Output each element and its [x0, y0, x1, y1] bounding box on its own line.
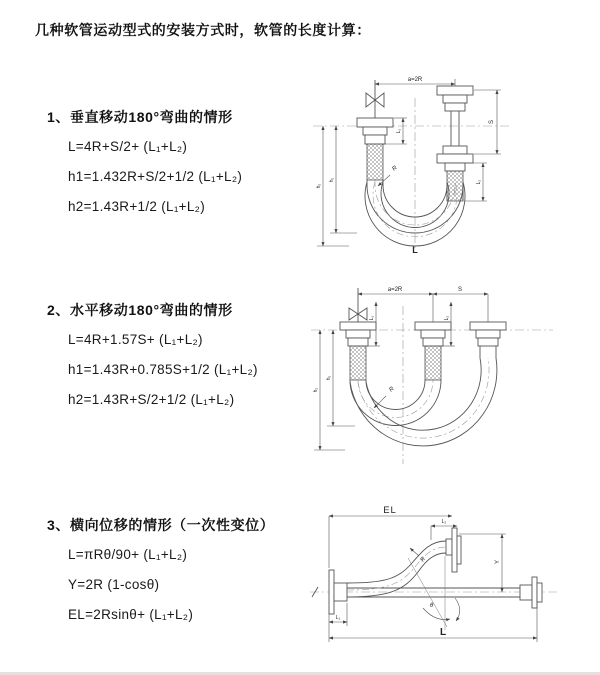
hose-outline-moved	[350, 358, 497, 446]
dim-label-h1: h₁	[326, 375, 332, 381]
valve-icon	[375, 93, 384, 107]
flange-plate	[452, 528, 457, 572]
flange-hub	[365, 135, 385, 144]
diagram-horizontal-movement-svg	[303, 278, 568, 473]
hose-centerline	[358, 380, 433, 418]
dim-label-l2: L₂	[476, 179, 482, 185]
dim-label-h2: h₂	[313, 387, 319, 393]
section2-formula-h1: h1=1.43R+0.785S+1/2 (L₁+L₂)	[68, 362, 258, 377]
flange-plate	[340, 322, 376, 330]
flange-plate	[329, 570, 334, 614]
dim-label-h1: h₁	[329, 177, 335, 183]
flange-hub	[346, 330, 370, 338]
flange-hub	[478, 338, 498, 346]
flange-plate	[470, 322, 506, 330]
dim-label-l2: L₂	[441, 519, 447, 525]
hose-outline	[366, 380, 425, 410]
dim-label-el: EL	[383, 505, 397, 516]
section1-formula-h1: h1=1.432R+S/2+1/2 (L₁+L₂)	[68, 169, 243, 184]
section1-formula-h2: h2=1.43R+1/2 (L₁+L₂)	[68, 199, 206, 214]
radius-label: R	[391, 165, 399, 173]
flange-hub	[476, 330, 500, 338]
section3-formula-Y: Y=2R (1-cosθ)	[68, 577, 160, 592]
hose-outline-moved	[366, 358, 481, 430]
diagram-lateral-displacement	[305, 500, 575, 655]
flange-hub	[443, 146, 467, 154]
length-label: L	[412, 245, 418, 255]
section2-formula-h2: h2=1.43R+S/2+1/2 (L₁+L₂)	[68, 392, 235, 407]
theta-arc-arrow	[423, 608, 450, 620]
radius-leader	[410, 548, 419, 556]
hose-centerline	[358, 358, 489, 438]
dim-label-h2: h₂	[316, 183, 322, 189]
valve-icon	[349, 308, 358, 320]
dim-label-l1: L₁	[369, 315, 375, 321]
valve-icon	[358, 308, 367, 320]
braided-hose-section	[350, 346, 366, 380]
diagram-horizontal-movement	[303, 278, 568, 473]
dim-label-a2r: a=2R	[387, 287, 403, 293]
flange-plate	[415, 322, 451, 330]
flange-hub	[537, 583, 542, 602]
flange-hub	[423, 338, 443, 346]
section1-formula-L: L=4R+S/2+ (L₁+L₂)	[68, 139, 188, 154]
dim-label-s: S	[489, 119, 495, 125]
flange-hub	[445, 103, 465, 111]
flange-hub	[520, 585, 532, 600]
flange-hub	[457, 536, 461, 564]
flange-hub	[421, 330, 445, 338]
valve-icon	[366, 93, 375, 107]
radius-construction-line	[408, 558, 447, 627]
flange-hub	[348, 338, 368, 346]
flange-plate	[437, 86, 473, 95]
flange-plate	[357, 118, 393, 127]
page-title: 几种软管运动型式的安装方式时，软管的长度计算：	[35, 22, 371, 38]
diagram-lateral-displacement-svg	[305, 500, 575, 655]
dim-label-l1: L₁	[335, 615, 341, 621]
flange-hub	[446, 539, 452, 555]
theta-label: θ	[430, 603, 434, 609]
section3-formula-L: L=πRθ/90+ (L₁+L₂)	[68, 547, 188, 562]
flange-plate	[532, 577, 537, 608]
dim-label-s: S	[457, 287, 463, 293]
dim-label-y: Y	[495, 559, 501, 565]
dim-label-l2: L₂	[444, 315, 450, 321]
theta-arc-arrow	[455, 598, 460, 621]
hose-outline-displaced	[347, 541, 446, 583]
hose-outline	[350, 380, 441, 426]
hose-centerline	[347, 547, 446, 590]
dim-label-l1: L₁	[396, 128, 402, 134]
section2-heading: 2、水平移动180°弯曲的情形	[47, 302, 233, 318]
radius-label: R	[419, 556, 428, 564]
diagram-vertical-movement	[305, 70, 565, 260]
dim-label-l: L	[439, 627, 447, 638]
flange-hub	[363, 127, 387, 135]
braided-hose-section	[367, 144, 383, 180]
braided-hose-section	[425, 346, 441, 380]
section1-heading: 1、垂直移动180°弯曲的情形	[47, 109, 233, 125]
section3-heading: 3、横向位移的情形（一次性变位）	[47, 517, 275, 533]
dim-label-a2r: a=2R	[407, 77, 423, 83]
flange-hub	[334, 583, 347, 601]
diagram-vertical-movement-svg	[305, 70, 565, 260]
radius-label: R	[388, 386, 396, 394]
flange-hub	[445, 163, 465, 171]
flange-hub	[443, 95, 467, 103]
flange-plate	[437, 154, 473, 163]
section3-formula-EL: EL=2Rsinθ+ (L₁+L₂)	[68, 607, 194, 622]
hose-outline-displaced	[347, 553, 446, 597]
section2-formula-L: L=4R+1.57S+ (L₁+L₂)	[68, 332, 203, 347]
